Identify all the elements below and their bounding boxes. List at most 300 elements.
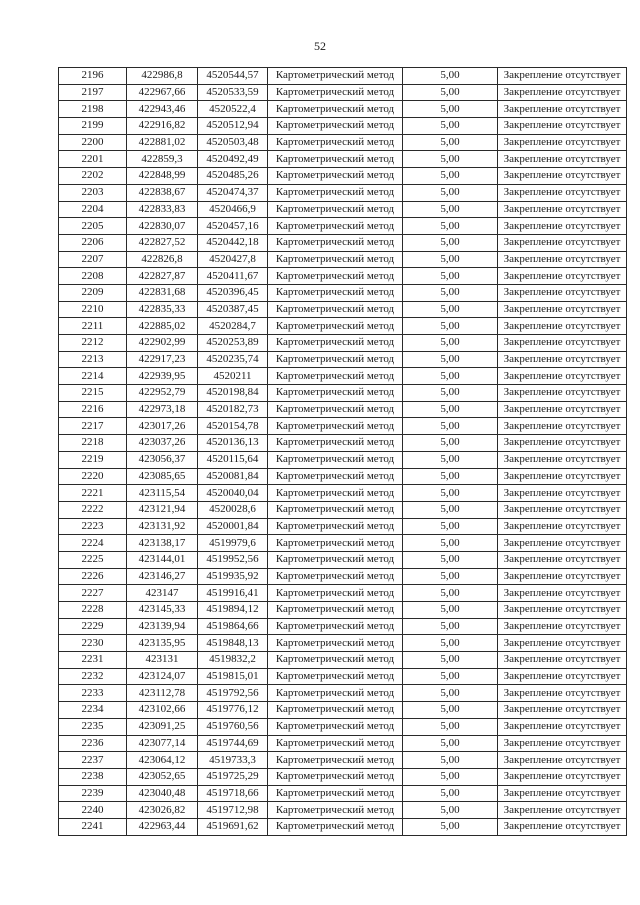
method-cell: Картометрический метод xyxy=(268,752,403,769)
y-coordinate-cell: 4519952,56 xyxy=(198,551,268,568)
x-coordinate-cell: 422917,23 xyxy=(127,351,198,368)
error-cell: 5,00 xyxy=(403,168,498,185)
method-cell: Картометрический метод xyxy=(268,635,403,652)
point-number-cell: 2219 xyxy=(59,451,127,468)
page-number: 52 xyxy=(314,39,326,53)
point-number-cell: 2197 xyxy=(59,84,127,101)
error-cell: 5,00 xyxy=(403,568,498,585)
fixing-description-cell: Закрепление отсутствует xyxy=(498,301,627,318)
x-coordinate-cell: 423145,33 xyxy=(127,602,198,619)
error-cell: 5,00 xyxy=(403,451,498,468)
fixing-description-cell: Закрепление отсутствует xyxy=(498,768,627,785)
fixing-description-cell: Закрепление отсутствует xyxy=(498,234,627,251)
x-coordinate-cell: 423115,54 xyxy=(127,485,198,502)
method-cell: Картометрический метод xyxy=(268,385,403,402)
method-cell: Картометрический метод xyxy=(268,318,403,335)
table-row xyxy=(59,118,627,135)
table-row xyxy=(59,568,627,585)
y-coordinate-cell: 4519725,29 xyxy=(198,768,268,785)
fixing-description-cell: Закрепление отсутствует xyxy=(498,602,627,619)
x-coordinate-cell: 423017,26 xyxy=(127,418,198,435)
x-coordinate-cell: 423026,82 xyxy=(127,802,198,819)
error-cell: 5,00 xyxy=(403,118,498,135)
y-coordinate-cell: 4519935,92 xyxy=(198,568,268,585)
point-number-cell: 2202 xyxy=(59,168,127,185)
point-number-cell: 2213 xyxy=(59,351,127,368)
error-cell: 5,00 xyxy=(403,368,498,385)
x-coordinate-cell: 423147 xyxy=(127,585,198,602)
table-row xyxy=(59,551,627,568)
method-cell: Картометрический метод xyxy=(268,118,403,135)
method-cell: Картометрический метод xyxy=(268,268,403,285)
y-coordinate-cell: 4520396,45 xyxy=(198,284,268,301)
point-number-cell: 2201 xyxy=(59,151,127,168)
error-cell: 5,00 xyxy=(403,602,498,619)
table-row xyxy=(59,368,627,385)
table-row xyxy=(59,735,627,752)
point-number-cell: 2227 xyxy=(59,585,127,602)
error-cell: 5,00 xyxy=(403,518,498,535)
x-coordinate-cell: 423102,66 xyxy=(127,702,198,719)
table-row xyxy=(59,418,627,435)
y-coordinate-cell: 4519979,6 xyxy=(198,535,268,552)
table-row xyxy=(59,401,627,418)
error-cell: 5,00 xyxy=(403,818,498,835)
x-coordinate-cell: 423085,65 xyxy=(127,468,198,485)
point-number-cell: 2229 xyxy=(59,618,127,635)
fixing-description-cell: Закрепление отсутствует xyxy=(498,752,627,769)
x-coordinate-cell: 423064,12 xyxy=(127,752,198,769)
method-cell: Картометрический метод xyxy=(268,368,403,385)
y-coordinate-cell: 4520512,94 xyxy=(198,118,268,135)
method-cell: Картометрический метод xyxy=(268,451,403,468)
table-row xyxy=(59,635,627,652)
x-coordinate-cell: 422831,68 xyxy=(127,284,198,301)
y-coordinate-cell: 4520485,26 xyxy=(198,168,268,185)
table-row xyxy=(59,251,627,268)
y-coordinate-cell: 4520253,89 xyxy=(198,335,268,352)
table-row xyxy=(59,702,627,719)
method-cell: Картометрический метод xyxy=(268,735,403,752)
method-cell: Картометрический метод xyxy=(268,685,403,702)
error-cell: 5,00 xyxy=(403,218,498,235)
x-coordinate-cell: 423040,48 xyxy=(127,785,198,802)
point-number-cell: 2232 xyxy=(59,668,127,685)
fixing-description-cell: Закрепление отсутствует xyxy=(498,501,627,518)
method-cell: Картометрический метод xyxy=(268,201,403,218)
x-coordinate-cell: 422952,79 xyxy=(127,385,198,402)
fixing-description-cell: Закрепление отсутствует xyxy=(498,785,627,802)
y-coordinate-cell: 4519718,66 xyxy=(198,785,268,802)
y-coordinate-cell: 4520387,45 xyxy=(198,301,268,318)
fixing-description-cell: Закрепление отсутствует xyxy=(498,118,627,135)
x-coordinate-cell: 423121,94 xyxy=(127,501,198,518)
point-number-cell: 2237 xyxy=(59,752,127,769)
method-cell: Картометрический метод xyxy=(268,335,403,352)
x-coordinate-cell: 423052,65 xyxy=(127,768,198,785)
y-coordinate-cell: 4520154,78 xyxy=(198,418,268,435)
fixing-description-cell: Закрепление отсутствует xyxy=(498,151,627,168)
table-row xyxy=(59,785,627,802)
method-cell: Картометрический метод xyxy=(268,468,403,485)
method-cell: Картометрический метод xyxy=(268,501,403,518)
method-cell: Картометрический метод xyxy=(268,218,403,235)
point-number-cell: 2205 xyxy=(59,218,127,235)
table-row xyxy=(59,585,627,602)
error-cell: 5,00 xyxy=(403,335,498,352)
table-row xyxy=(59,101,627,118)
method-cell: Картометрический метод xyxy=(268,68,403,85)
point-number-cell: 2206 xyxy=(59,234,127,251)
fixing-description-cell: Закрепление отсутствует xyxy=(498,451,627,468)
fixing-description-cell: Закрепление отсутствует xyxy=(498,401,627,418)
error-cell: 5,00 xyxy=(403,501,498,518)
y-coordinate-cell: 4520466,9 xyxy=(198,201,268,218)
error-cell: 5,00 xyxy=(403,618,498,635)
y-coordinate-cell: 4520040,04 xyxy=(198,485,268,502)
y-coordinate-cell: 4520427,8 xyxy=(198,251,268,268)
method-cell: Картометрический метод xyxy=(268,134,403,151)
y-coordinate-cell: 4520533,59 xyxy=(198,84,268,101)
method-cell: Картометрический метод xyxy=(268,234,403,251)
x-coordinate-cell: 422967,66 xyxy=(127,84,198,101)
point-number-cell: 2215 xyxy=(59,385,127,402)
error-cell: 5,00 xyxy=(403,635,498,652)
method-cell: Картометрический метод xyxy=(268,785,403,802)
error-cell: 5,00 xyxy=(403,318,498,335)
point-number-cell: 2208 xyxy=(59,268,127,285)
error-cell: 5,00 xyxy=(403,718,498,735)
y-coordinate-cell: 4520492,49 xyxy=(198,151,268,168)
point-number-cell: 2230 xyxy=(59,635,127,652)
point-number-cell: 2200 xyxy=(59,134,127,151)
method-cell: Картометрический метод xyxy=(268,668,403,685)
error-cell: 5,00 xyxy=(403,551,498,568)
table-row xyxy=(59,652,627,669)
x-coordinate-cell: 423112,78 xyxy=(127,685,198,702)
method-cell: Картометрический метод xyxy=(268,551,403,568)
fixing-description-cell: Закрепление отсутствует xyxy=(498,685,627,702)
table-row xyxy=(59,151,627,168)
coordinates-table-body xyxy=(59,68,627,836)
fixing-description-cell: Закрепление отсутствует xyxy=(498,284,627,301)
x-coordinate-cell: 423131,92 xyxy=(127,518,198,535)
table-row xyxy=(59,168,627,185)
fixing-description-cell: Закрепление отсутствует xyxy=(498,718,627,735)
error-cell: 5,00 xyxy=(403,785,498,802)
table-row xyxy=(59,284,627,301)
method-cell: Картометрический метод xyxy=(268,435,403,452)
y-coordinate-cell: 4520001,84 xyxy=(198,518,268,535)
point-number-cell: 2238 xyxy=(59,768,127,785)
fixing-description-cell: Закрепление отсутствует xyxy=(498,368,627,385)
method-cell: Картометрический метод xyxy=(268,418,403,435)
fixing-description-cell: Закрепление отсутствует xyxy=(498,251,627,268)
table-row xyxy=(59,618,627,635)
table-row xyxy=(59,201,627,218)
table-row xyxy=(59,768,627,785)
method-cell: Картометрический метод xyxy=(268,251,403,268)
point-number-cell: 2233 xyxy=(59,685,127,702)
fixing-description-cell: Закрепление отсутствует xyxy=(498,735,627,752)
y-coordinate-cell: 4519916,41 xyxy=(198,585,268,602)
fixing-description-cell: Закрепление отсутствует xyxy=(498,485,627,502)
y-coordinate-cell: 4519691,62 xyxy=(198,818,268,835)
method-cell: Картометрический метод xyxy=(268,184,403,201)
method-cell: Картометрический метод xyxy=(268,151,403,168)
point-number-cell: 2216 xyxy=(59,401,127,418)
y-coordinate-cell: 4520503,48 xyxy=(198,134,268,151)
error-cell: 5,00 xyxy=(403,401,498,418)
table-row xyxy=(59,184,627,201)
point-number-cell: 2207 xyxy=(59,251,127,268)
x-coordinate-cell: 423091,25 xyxy=(127,718,198,735)
fixing-description-cell: Закрепление отсутствует xyxy=(498,702,627,719)
method-cell: Картометрический метод xyxy=(268,401,403,418)
method-cell: Картометрический метод xyxy=(268,485,403,502)
fixing-description-cell: Закрепление отсутствует xyxy=(498,535,627,552)
table-row xyxy=(59,485,627,502)
fixing-description-cell: Закрепление отсутствует xyxy=(498,818,627,835)
fixing-description-cell: Закрепление отсутствует xyxy=(498,351,627,368)
y-coordinate-cell: 4519864,66 xyxy=(198,618,268,635)
x-coordinate-cell: 422986,8 xyxy=(127,68,198,85)
point-number-cell: 2220 xyxy=(59,468,127,485)
error-cell: 5,00 xyxy=(403,685,498,702)
x-coordinate-cell: 423138,17 xyxy=(127,535,198,552)
point-number-cell: 2241 xyxy=(59,818,127,835)
x-coordinate-cell: 422848,99 xyxy=(127,168,198,185)
fixing-description-cell: Закрепление отсутствует xyxy=(498,68,627,85)
y-coordinate-cell: 4519894,12 xyxy=(198,602,268,619)
y-coordinate-cell: 4519848,13 xyxy=(198,635,268,652)
fixing-description-cell: Закрепление отсутствует xyxy=(498,201,627,218)
x-coordinate-cell: 422885,02 xyxy=(127,318,198,335)
x-coordinate-cell: 422973,18 xyxy=(127,401,198,418)
y-coordinate-cell: 4520028,6 xyxy=(198,501,268,518)
x-coordinate-cell: 422833,83 xyxy=(127,201,198,218)
error-cell: 5,00 xyxy=(403,101,498,118)
x-coordinate-cell: 422835,33 xyxy=(127,301,198,318)
point-number-cell: 2198 xyxy=(59,101,127,118)
table-row xyxy=(59,685,627,702)
error-cell: 5,00 xyxy=(403,702,498,719)
y-coordinate-cell: 4520544,57 xyxy=(198,68,268,85)
fixing-description-cell: Закрепление отсутствует xyxy=(498,518,627,535)
point-number-cell: 2196 xyxy=(59,68,127,85)
fixing-description-cell: Закрепление отсутствует xyxy=(498,652,627,669)
fixing-description-cell: Закрепление отсутствует xyxy=(498,385,627,402)
x-coordinate-cell: 422826,8 xyxy=(127,251,198,268)
table-row xyxy=(59,218,627,235)
table-row xyxy=(59,468,627,485)
fixing-description-cell: Закрепление отсутствует xyxy=(498,635,627,652)
point-number-cell: 2199 xyxy=(59,118,127,135)
error-cell: 5,00 xyxy=(403,385,498,402)
x-coordinate-cell: 422838,67 xyxy=(127,184,198,201)
method-cell: Картометрический метод xyxy=(268,351,403,368)
error-cell: 5,00 xyxy=(403,585,498,602)
fixing-description-cell: Закрепление отсутствует xyxy=(498,218,627,235)
y-coordinate-cell: 4520235,74 xyxy=(198,351,268,368)
table-row xyxy=(59,501,627,518)
error-cell: 5,00 xyxy=(403,184,498,201)
point-number-cell: 2222 xyxy=(59,501,127,518)
y-coordinate-cell: 4520182,73 xyxy=(198,401,268,418)
x-coordinate-cell: 423077,14 xyxy=(127,735,198,752)
x-coordinate-cell: 422963,44 xyxy=(127,818,198,835)
coordinates-table xyxy=(58,67,627,836)
table-row xyxy=(59,351,627,368)
x-coordinate-cell: 422827,87 xyxy=(127,268,198,285)
method-cell: Картометрический метод xyxy=(268,101,403,118)
method-cell: Картометрический метод xyxy=(268,568,403,585)
point-number-cell: 2221 xyxy=(59,485,127,502)
error-cell: 5,00 xyxy=(403,735,498,752)
x-coordinate-cell: 423131 xyxy=(127,652,198,669)
point-number-cell: 2240 xyxy=(59,802,127,819)
method-cell: Картометрический метод xyxy=(268,802,403,819)
x-coordinate-cell: 422859,3 xyxy=(127,151,198,168)
method-cell: Картометрический метод xyxy=(268,518,403,535)
error-cell: 5,00 xyxy=(403,201,498,218)
method-cell: Картометрический метод xyxy=(268,284,403,301)
y-coordinate-cell: 4520522,4 xyxy=(198,101,268,118)
y-coordinate-cell: 4520474,37 xyxy=(198,184,268,201)
method-cell: Картометрический метод xyxy=(268,702,403,719)
error-cell: 5,00 xyxy=(403,535,498,552)
y-coordinate-cell: 4520136,13 xyxy=(198,435,268,452)
x-coordinate-cell: 422830,07 xyxy=(127,218,198,235)
error-cell: 5,00 xyxy=(403,485,498,502)
method-cell: Картометрический метод xyxy=(268,818,403,835)
fixing-description-cell: Закрепление отсутствует xyxy=(498,568,627,585)
error-cell: 5,00 xyxy=(403,752,498,769)
point-number-cell: 2203 xyxy=(59,184,127,201)
y-coordinate-cell: 4520442,18 xyxy=(198,234,268,251)
x-coordinate-cell: 423037,26 xyxy=(127,435,198,452)
x-coordinate-cell: 422827,52 xyxy=(127,234,198,251)
point-number-cell: 2223 xyxy=(59,518,127,535)
table-row xyxy=(59,84,627,101)
error-cell: 5,00 xyxy=(403,351,498,368)
table-row xyxy=(59,385,627,402)
point-number-cell: 2239 xyxy=(59,785,127,802)
error-cell: 5,00 xyxy=(403,468,498,485)
y-coordinate-cell: 4519832,2 xyxy=(198,652,268,669)
point-number-cell: 2212 xyxy=(59,335,127,352)
point-number-cell: 2214 xyxy=(59,368,127,385)
point-number-cell: 2226 xyxy=(59,568,127,585)
fixing-description-cell: Закрепление отсутствует xyxy=(498,335,627,352)
error-cell: 5,00 xyxy=(403,268,498,285)
method-cell: Картометрический метод xyxy=(268,84,403,101)
fixing-description-cell: Закрепление отсутствует xyxy=(498,618,627,635)
point-number-cell: 2225 xyxy=(59,551,127,568)
y-coordinate-cell: 4520115,64 xyxy=(198,451,268,468)
point-number-cell: 2210 xyxy=(59,301,127,318)
point-number-cell: 2209 xyxy=(59,284,127,301)
x-coordinate-cell: 423139,94 xyxy=(127,618,198,635)
error-cell: 5,00 xyxy=(403,668,498,685)
error-cell: 5,00 xyxy=(403,151,498,168)
table-row xyxy=(59,718,627,735)
table-row xyxy=(59,68,627,85)
point-number-cell: 2235 xyxy=(59,718,127,735)
y-coordinate-cell: 4520081,84 xyxy=(198,468,268,485)
x-coordinate-cell: 423146,27 xyxy=(127,568,198,585)
fixing-description-cell: Закрепление отсутствует xyxy=(498,184,627,201)
y-coordinate-cell: 4519792,56 xyxy=(198,685,268,702)
y-coordinate-cell: 4519744,69 xyxy=(198,735,268,752)
x-coordinate-cell: 422943,46 xyxy=(127,101,198,118)
table-row xyxy=(59,435,627,452)
method-cell: Картометрический метод xyxy=(268,768,403,785)
method-cell: Картометрический метод xyxy=(268,652,403,669)
method-cell: Картометрический метод xyxy=(268,618,403,635)
error-cell: 5,00 xyxy=(403,234,498,251)
method-cell: Картометрический метод xyxy=(268,585,403,602)
fixing-description-cell: Закрепление отсутствует xyxy=(498,668,627,685)
y-coordinate-cell: 4519776,12 xyxy=(198,702,268,719)
table-row xyxy=(59,301,627,318)
fixing-description-cell: Закрепление отсутствует xyxy=(498,585,627,602)
point-number-cell: 2236 xyxy=(59,735,127,752)
method-cell: Картометрический метод xyxy=(268,301,403,318)
fixing-description-cell: Закрепление отсутствует xyxy=(498,84,627,101)
y-coordinate-cell: 4519815,01 xyxy=(198,668,268,685)
method-cell: Картометрический метод xyxy=(268,168,403,185)
y-coordinate-cell: 4519733,3 xyxy=(198,752,268,769)
point-number-cell: 2204 xyxy=(59,201,127,218)
error-cell: 5,00 xyxy=(403,802,498,819)
table-row xyxy=(59,318,627,335)
fixing-description-cell: Закрепление отсутствует xyxy=(498,318,627,335)
x-coordinate-cell: 422916,82 xyxy=(127,118,198,135)
error-cell: 5,00 xyxy=(403,652,498,669)
point-number-cell: 2218 xyxy=(59,435,127,452)
table-row xyxy=(59,818,627,835)
error-cell: 5,00 xyxy=(403,768,498,785)
y-coordinate-cell: 4520211 xyxy=(198,368,268,385)
table-row xyxy=(59,602,627,619)
x-coordinate-cell: 422902,99 xyxy=(127,335,198,352)
x-coordinate-cell: 423144,01 xyxy=(127,551,198,568)
error-cell: 5,00 xyxy=(403,251,498,268)
x-coordinate-cell: 423056,37 xyxy=(127,451,198,468)
point-number-cell: 2231 xyxy=(59,652,127,669)
error-cell: 5,00 xyxy=(403,301,498,318)
method-cell: Картометрический метод xyxy=(268,535,403,552)
table-row xyxy=(59,134,627,151)
method-cell: Картометрический метод xyxy=(268,602,403,619)
fixing-description-cell: Закрепление отсутствует xyxy=(498,802,627,819)
point-number-cell: 2224 xyxy=(59,535,127,552)
table-row xyxy=(59,518,627,535)
point-number-cell: 2234 xyxy=(59,702,127,719)
table-row xyxy=(59,234,627,251)
error-cell: 5,00 xyxy=(403,68,498,85)
point-number-cell: 2217 xyxy=(59,418,127,435)
y-coordinate-cell: 4520198,84 xyxy=(198,385,268,402)
fixing-description-cell: Закрепление отсутствует xyxy=(498,134,627,151)
table-row xyxy=(59,268,627,285)
y-coordinate-cell: 4520411,67 xyxy=(198,268,268,285)
y-coordinate-cell: 4519712,98 xyxy=(198,802,268,819)
x-coordinate-cell: 423124,07 xyxy=(127,668,198,685)
table-row xyxy=(59,335,627,352)
error-cell: 5,00 xyxy=(403,435,498,452)
